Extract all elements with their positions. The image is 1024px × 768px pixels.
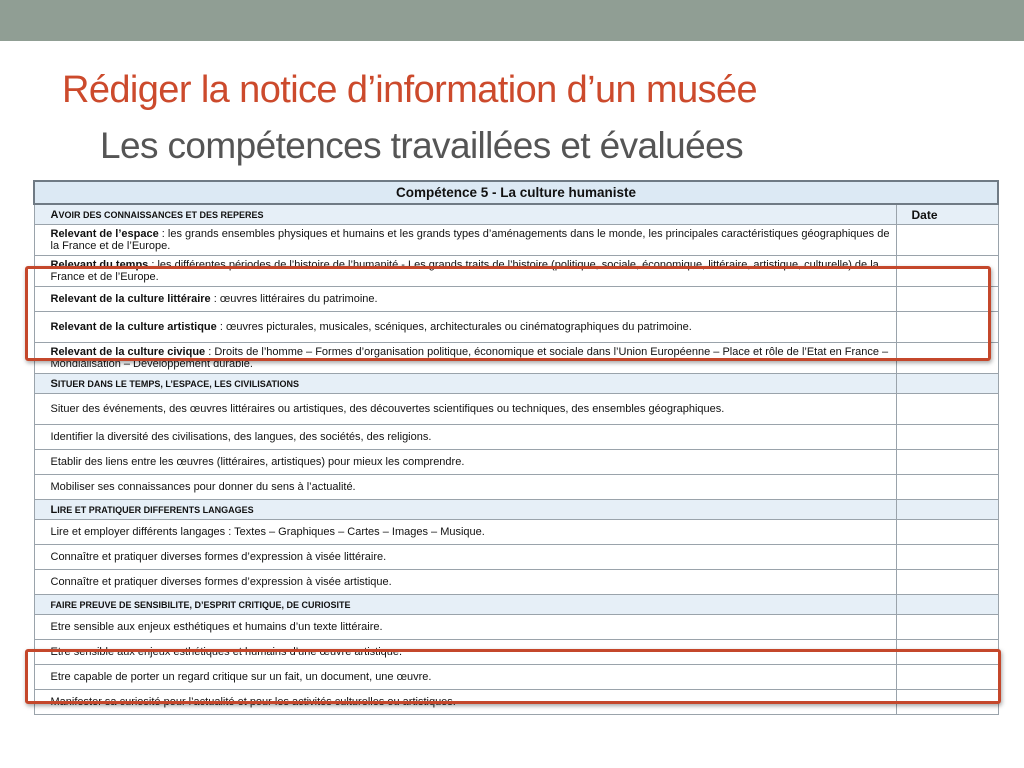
date-cell[interactable] [896, 665, 998, 690]
slide-title: Rédiger la notice d’information d’un musée [62, 69, 758, 111]
date-cell [896, 500, 998, 520]
date-cell[interactable] [896, 570, 998, 595]
date-cell[interactable] [896, 690, 998, 715]
row-text: Manifester sa curiosité pour l’actualité et pour les activités culturelles ou artistiques. [34, 690, 896, 715]
row-text: Etre sensible aux enjeux esthétiques et humains d’une œuvre artistique. [34, 640, 896, 665]
table-row [34, 640, 998, 665]
row-text: Relevant de la culture civique : Droits de l’homme – Formes d’organisation politique, économique et sociale dans l’Union Européenne – Place et rôle de l’Etat en France – Mondialisation – Développement durable. [34, 343, 896, 374]
date-cell[interactable] [896, 545, 998, 570]
row-text: Etre capable de porter un regard critique sur un fait, un document, une œuvre. [34, 665, 896, 690]
section-row [34, 204, 998, 225]
table-row [34, 343, 998, 374]
table-header: Compétence 5 - La culture humaniste [34, 181, 998, 204]
row-lead: Relevant de la culture civique [50, 346, 206, 358]
row-text: Mobiliser ses connaissances pour donner du sens à l’actualité. [34, 475, 896, 500]
date-cell[interactable] [896, 343, 998, 374]
section-heading: SITUER DANS LE TEMPS, L’ESPACE, LES CIVILISATIONS [34, 374, 896, 394]
table-row [34, 665, 998, 690]
table-row [34, 520, 998, 545]
date-cell[interactable] [896, 520, 998, 545]
date-cell [896, 595, 998, 615]
table-row [34, 394, 998, 425]
date-cell[interactable] [896, 640, 998, 665]
row-text: Relevant de l’espace : les grands ensembles physiques et humains et les grands types d’aménagements dans le monde, les principales caractéristiques géographiques de la France et de l’Europe. [34, 225, 896, 256]
row-lead: Relevant de l’espace [50, 228, 159, 240]
row-text: Relevant du temps : les différentes périodes de l’histoire de l’humanité - Les grands traits de l’histoire (politique, sociale, économique, littéraire, artistique, culturelle) de la France et de l’Europe. [34, 256, 896, 287]
date-cell[interactable] [896, 287, 998, 312]
section-row [34, 500, 998, 520]
table-row [34, 570, 998, 595]
date-column-label: Date [896, 204, 998, 225]
row-text: Identifier la diversité des civilisations, des langues, des sociétés, des religions. [34, 425, 896, 450]
section-heading: FAIRE PREUVE DE SENSIBILITE, D’ESPRIT CRITIQUE, DE CURIOSITE [34, 595, 896, 615]
section-heading: LIRE ET PRATIQUER DIFFERENTS LANGAGES [34, 500, 896, 520]
row-lead: Relevant du temps [50, 259, 149, 271]
table-row [34, 225, 998, 256]
table-row [34, 312, 998, 343]
table-row [34, 256, 998, 287]
slide-subtitle: Les compétences travaillées et évaluées [100, 125, 743, 166]
row-text: Etre sensible aux enjeux esthétiques et humains d’un texte littéraire. [34, 615, 896, 640]
row-text: Relevant de la culture littéraire : œuvres littéraires du patrimoine. [34, 287, 896, 312]
table-row [34, 475, 998, 500]
table-row [34, 545, 998, 570]
competence-table [33, 180, 999, 715]
date-cell[interactable] [896, 450, 998, 475]
table-header-row [34, 181, 998, 204]
competence-table-container [33, 180, 997, 715]
date-cell[interactable] [896, 256, 998, 287]
table-row [34, 287, 998, 312]
date-cell[interactable] [896, 615, 998, 640]
table-row [34, 425, 998, 450]
date-cell[interactable] [896, 425, 998, 450]
section-row [34, 595, 998, 615]
date-cell[interactable] [896, 225, 998, 256]
section-row [34, 374, 998, 394]
row-text: Etablir des liens entre les œuvres (littéraires, artistiques) pour mieux les comprendre. [34, 450, 896, 475]
date-cell[interactable] [896, 475, 998, 500]
date-cell[interactable] [896, 312, 998, 343]
row-text: Situer des événements, des œuvres littéraires ou artistiques, des découvertes scientifiques ou techniques, des ensembles géographiques. [34, 394, 896, 425]
row-lead: Relevant de la culture littéraire [50, 293, 211, 305]
date-cell [896, 374, 998, 394]
top-banner [0, 0, 1024, 41]
row-text: Lire et employer différents langages : Textes – Graphiques – Cartes – Images – Musique. [34, 520, 896, 545]
table-row [34, 615, 998, 640]
row-text: Relevant de la culture artistique : œuvres picturales, musicales, scéniques, architecturales ou cinématographiques du patrimoine. [34, 312, 896, 343]
date-cell[interactable] [896, 394, 998, 425]
row-text: Connaître et pratiquer diverses formes d’expression à visée littéraire. [34, 545, 896, 570]
row-text: Connaître et pratiquer diverses formes d’expression à visée artistique. [34, 570, 896, 595]
table-row [34, 450, 998, 475]
table-row [34, 690, 998, 715]
row-lead: Relevant de la culture artistique [50, 321, 217, 333]
section-heading: AVOIR DES CONNAISSANCES ET DES REPERES [34, 204, 896, 225]
